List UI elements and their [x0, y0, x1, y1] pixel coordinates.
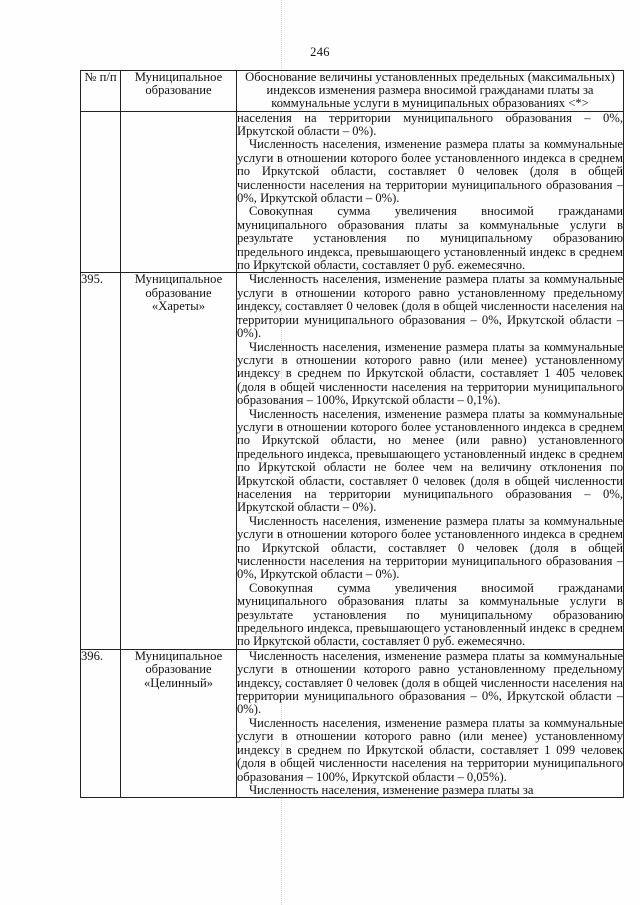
basis-paragraph: населения на территории муниципального образования – 0%, Иркутской области – 0%). [237, 110, 623, 139]
row-municipality: Муниципальное образование «Хареты» [121, 273, 237, 649]
table-row [81, 273, 624, 649]
basis-paragraph: Совокупная сумма увеличения вносимой гражданами муниципального образования платы за коммунальные услуги в результате установления по муниципальному образованию предельного индекса, превышающего установленный индекс в среднем по Иркутской области, составляет 0 руб. ежемесячно. [237, 204, 623, 273]
row-number: 395. [81, 273, 121, 649]
basis-paragraph: Численность населения, изменение размера платы за коммунальные услуги в отношении которого более установленного индекса в среднем по Иркутской области, но менее (или равно) установленного предельного индекса, превышающего установленный индекс в среднем по Иркутской области не более чем на величину отклонения по Иркутской области, составляет 0 человек (доля в общей численности населения на территории муниципального образования – 0%, Иркутской области – 0%). [237, 406, 623, 515]
row-basis [237, 273, 624, 649]
tariff-index-table [80, 70, 624, 798]
row-municipality: Муниципальное образование «Целинный» [121, 649, 237, 797]
basis-paragraph: Численность населения, изменение размера платы за коммунальные услуги в отношении которого равно (или менее) установленному индексу в среднем по Иркутской области, составляет 1 099 человек (доля в общей численности населения на территории муниципального образования – 100%, Иркутской области – 0,05%). [237, 715, 623, 784]
basis-paragraph: Совокупная сумма увеличения вносимой гражданами муниципального образования платы за коммунальные услуги в результате установления по муниципальному образованию предельного индекса, превышающего установленный индекс в среднем по Иркутской области, составляет 0 руб. ежемесячно. [237, 580, 623, 649]
basis-paragraph: Численность населения, изменение размера платы за коммунальные услуги в отношении которого более установленного индекса в среднем по Иркутской области, составляет 0 человек (доля в общей численности населения на территории муниципального образования – 0%, Иркутской области – 0%). [237, 137, 623, 206]
table-header-row [81, 71, 624, 112]
basis-paragraph: Численность населения, изменение размера платы за коммунальные услуги в отношении которого равно установленному предельному индексу, составляет 0 человек (доля в общей численности населения на территории муниципального образования – 0%, Иркутской области – 0%). [237, 272, 623, 341]
row-municipality [121, 111, 237, 273]
page-number: 246 [310, 45, 330, 59]
basis-paragraph: Численность населения, изменение размера платы за коммунальные услуги в отношении которого более установленного индекса в среднем по Иркутской области, составляет 0 человек (доля в общей численности населения на территории муниципального образования – 0%, Иркутской области – 0%). [237, 513, 623, 582]
header-number: № п/п [81, 71, 121, 112]
basis-paragraph: Численность населения, изменение размера платы за [249, 782, 534, 797]
basis-paragraph: Численность населения, изменение размера платы за коммунальные услуги в отношении которого равно (или менее) установленному индексу в среднем по Иркутской области, составляет 1 405 человек (доля в общей численности населения на территории муниципального образования – 100%, Иркутской области – 0,1%). [237, 339, 623, 408]
table-row [81, 649, 624, 797]
row-number [81, 111, 121, 273]
row-basis [237, 649, 624, 797]
row-basis [237, 111, 624, 273]
basis-paragraph: Численность населения, изменение размера платы за коммунальные услуги в отношении которого равно установленному предельному индексу, составляет 0 человек (доля в общей численности населения на территории муниципального образования – 0%, Иркутской области – 0%). [237, 648, 623, 717]
header-basis: Обоснование величины установленных предельных (максимальных) индексов изменения размера вносимой гражданами платы за коммунальные услуги в муниципальных образованиях <*> [237, 71, 624, 112]
table-row [81, 111, 624, 273]
row-number: 396. [81, 649, 121, 797]
header-municipality: Муниципальное образование [121, 71, 237, 112]
